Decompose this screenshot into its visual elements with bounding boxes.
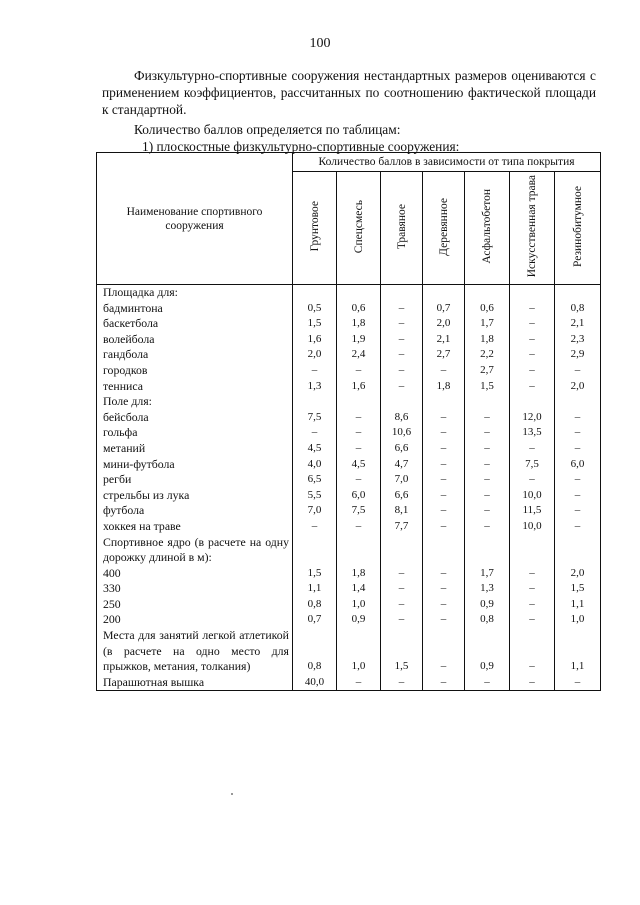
points-value-cell: 8,1	[381, 503, 423, 519]
table-row	[97, 612, 601, 628]
points-value-cell: –	[510, 363, 555, 379]
points-value-cell: 10,0	[510, 488, 555, 504]
points-value-cell	[465, 535, 510, 566]
points-value-cell: –	[423, 566, 465, 582]
points-value-cell: 4,5	[337, 457, 381, 473]
facility-name-header: Наименование спортивного сооружения	[97, 153, 293, 285]
points-value-cell: 10,6	[381, 425, 423, 441]
table-row	[97, 285, 601, 301]
points-value-cell: –	[555, 488, 601, 504]
points-value-cell: 1,6	[293, 332, 337, 348]
points-value-cell: –	[423, 597, 465, 613]
table-row	[97, 363, 601, 379]
points-value-cell: 2,3	[555, 332, 601, 348]
column-header: Травяное	[381, 172, 423, 285]
points-value-cell: –	[423, 675, 465, 691]
paragraph-intro: Физкультурно-спортивные сооружения нестандартных размеров оцениваются с применением коэффициентов, рассчитанных по соотношению фактической площади к стандартной.	[102, 68, 596, 117]
table-row	[97, 425, 601, 441]
points-value-cell	[337, 394, 381, 410]
points-value-cell: –	[555, 675, 601, 691]
table-row	[97, 597, 601, 613]
points-value-cell: 0,9	[337, 612, 381, 628]
facility-name-cell: регби	[97, 472, 293, 488]
points-value-cell: 1,5	[293, 316, 337, 332]
points-value-cell: –	[465, 425, 510, 441]
points-value-cell: 6,6	[381, 441, 423, 457]
table-row	[97, 441, 601, 457]
points-value-cell: 1,8	[337, 566, 381, 582]
points-value-cell: 2,2	[465, 347, 510, 363]
points-value-cell: –	[381, 316, 423, 332]
facility-name-cell: Места для занятий легкой атлетикой (в расчете на одно место для прыжков, метания, толкания)	[97, 628, 293, 675]
points-value-cell: 4,7	[381, 457, 423, 473]
points-value-cell: –	[510, 316, 555, 332]
table-row	[97, 316, 601, 332]
facility-name-cell: Спортивное ядро (в расчете на одну дорожку длиной в м):	[97, 535, 293, 566]
points-value-cell: 8,6	[381, 410, 423, 426]
points-value-cell: –	[465, 472, 510, 488]
table-row	[97, 628, 601, 675]
points-value-cell: –	[423, 441, 465, 457]
points-value-cell: –	[555, 425, 601, 441]
points-value-cell: 6,0	[337, 488, 381, 504]
points-value-cell: 1,3	[465, 581, 510, 597]
table-row	[97, 675, 601, 691]
points-value-cell: 0,8	[293, 628, 337, 675]
points-value-cell: –	[337, 519, 381, 535]
points-value-cell: –	[337, 472, 381, 488]
points-value-cell: 1,6	[337, 379, 381, 395]
facility-name-cell: мини-футбола	[97, 457, 293, 473]
points-value-cell: –	[337, 675, 381, 691]
points-value-cell: 0,7	[293, 612, 337, 628]
points-value-cell: –	[510, 379, 555, 395]
facility-name-cell: 250	[97, 597, 293, 613]
points-value-cell	[381, 535, 423, 566]
column-header: Спецсмесь	[337, 172, 381, 285]
points-value-cell: 1,5	[555, 581, 601, 597]
facility-name-cell: тенниса	[97, 379, 293, 395]
table-row	[97, 535, 601, 566]
points-value-cell: 2,0	[423, 316, 465, 332]
table-row	[97, 410, 601, 426]
table-body	[97, 285, 601, 691]
points-value-cell: –	[465, 503, 510, 519]
points-value-cell: 4,0	[293, 457, 337, 473]
points-value-cell: –	[555, 441, 601, 457]
points-value-cell	[337, 285, 381, 301]
table-row	[97, 301, 601, 317]
points-value-cell: 0,5	[293, 301, 337, 317]
column-header: Грунтовое	[293, 172, 337, 285]
points-value-cell: –	[510, 347, 555, 363]
points-value-cell: 6,0	[555, 457, 601, 473]
facility-name-cell: метаний	[97, 441, 293, 457]
points-value-cell: 10,0	[510, 519, 555, 535]
facility-name-cell: волейбола	[97, 332, 293, 348]
table-row	[97, 519, 601, 535]
points-value-cell: –	[510, 441, 555, 457]
points-value-cell: –	[510, 301, 555, 317]
points-value-cell	[423, 394, 465, 410]
points-value-cell: –	[381, 566, 423, 582]
points-value-cell: –	[381, 347, 423, 363]
table-row	[97, 472, 601, 488]
facility-name-cell: Парашютная вышка	[97, 675, 293, 691]
points-value-cell: –	[465, 488, 510, 504]
facility-name-cell: бадминтона	[97, 301, 293, 317]
points-value-cell: –	[510, 566, 555, 582]
points-value-cell: 1,5	[293, 566, 337, 582]
points-value-cell: –	[423, 488, 465, 504]
points-value-cell: –	[293, 425, 337, 441]
points-value-cell: 1,9	[337, 332, 381, 348]
column-header: Асфальтобетон	[465, 172, 510, 285]
points-value-cell	[555, 394, 601, 410]
points-value-cell: 12,0	[510, 410, 555, 426]
points-table	[96, 152, 601, 691]
points-value-cell	[293, 535, 337, 566]
table-row	[97, 394, 601, 410]
points-value-cell: 1,4	[337, 581, 381, 597]
points-value-cell: 1,7	[465, 566, 510, 582]
facility-name-cell: 330	[97, 581, 293, 597]
points-value-cell	[465, 394, 510, 410]
points-value-cell: 1,8	[423, 379, 465, 395]
points-value-cell: 2,7	[423, 347, 465, 363]
points-value-cell: 0,7	[423, 301, 465, 317]
points-value-cell: –	[555, 363, 601, 379]
points-value-cell: –	[423, 410, 465, 426]
points-value-cell: 1,0	[337, 597, 381, 613]
points-value-cell: –	[465, 457, 510, 473]
points-value-cell: 2,7	[465, 363, 510, 379]
facility-name-cell: городков	[97, 363, 293, 379]
points-value-cell	[555, 285, 601, 301]
table-row	[97, 566, 601, 582]
points-value-cell: 7,5	[337, 503, 381, 519]
points-value-cell: 5,5	[293, 488, 337, 504]
facility-name-cell: 200	[97, 612, 293, 628]
points-value-cell: 1,0	[555, 612, 601, 628]
points-value-cell: –	[381, 363, 423, 379]
points-value-cell: –	[423, 519, 465, 535]
points-value-cell: 2,0	[555, 379, 601, 395]
points-value-cell: 4,5	[293, 441, 337, 457]
points-value-cell: 7,5	[510, 457, 555, 473]
facility-name-cell: 400	[97, 566, 293, 582]
points-value-cell: –	[423, 425, 465, 441]
facility-name-cell: баскетбола	[97, 316, 293, 332]
table-row	[97, 332, 601, 348]
points-value-cell: 1,5	[381, 628, 423, 675]
points-value-cell: 7,7	[381, 519, 423, 535]
points-value-cell: 40,0	[293, 675, 337, 691]
facility-name-cell: бейсбола	[97, 410, 293, 426]
points-value-cell: 1,5	[465, 379, 510, 395]
points-value-cell: 7,5	[293, 410, 337, 426]
points-value-cell: –	[423, 503, 465, 519]
points-value-cell: –	[381, 675, 423, 691]
points-value-cell	[510, 285, 555, 301]
facility-name-cell: гольфа	[97, 425, 293, 441]
points-value-cell: 1,1	[293, 581, 337, 597]
paragraph-tables-note: Количество баллов определяется по таблицам:	[134, 122, 401, 137]
scan-speck	[231, 793, 233, 795]
points-value-cell: –	[555, 519, 601, 535]
column-header: Искусственная трава	[510, 172, 555, 285]
facility-name-cell: футбола	[97, 503, 293, 519]
points-value-cell: –	[423, 472, 465, 488]
facility-name-cell: стрельбы из лука	[97, 488, 293, 504]
points-value-cell: 7,0	[293, 503, 337, 519]
page-number: 100	[309, 36, 331, 51]
table-row	[97, 347, 601, 363]
points-value-cell	[293, 394, 337, 410]
points-value-cell: 1,1	[555, 597, 601, 613]
points-value-cell: 0,8	[555, 301, 601, 317]
points-value-cell: –	[423, 612, 465, 628]
table-row	[97, 457, 601, 473]
points-value-cell: 1,1	[555, 628, 601, 675]
paragraph-list-item-1: 1) плоскостные физкультурно-спортивные сооружения:	[142, 139, 460, 154]
points-value-cell: –	[337, 441, 381, 457]
points-value-cell: –	[465, 675, 510, 691]
points-value-cell: –	[510, 612, 555, 628]
points-value-cell: –	[381, 597, 423, 613]
points-value-cell: 0,8	[293, 597, 337, 613]
points-value-cell: –	[337, 410, 381, 426]
points-value-cell: –	[423, 628, 465, 675]
table-row	[97, 581, 601, 597]
facility-name-cell: Площадка для:	[97, 285, 293, 301]
points-value-cell: –	[510, 332, 555, 348]
facility-name-cell: хоккея на траве	[97, 519, 293, 535]
table-row	[97, 488, 601, 504]
column-header: Деревянное	[423, 172, 465, 285]
coverage-type-group-header: Количество баллов в зависимости от типа покрытия	[293, 153, 601, 172]
points-value-cell: 7,0	[381, 472, 423, 488]
points-value-cell: –	[381, 379, 423, 395]
points-value-cell: –	[510, 675, 555, 691]
points-value-cell	[293, 285, 337, 301]
table-row	[97, 503, 601, 519]
points-value-cell: 0,9	[465, 628, 510, 675]
points-value-cell: 0,6	[337, 301, 381, 317]
points-value-cell: –	[381, 612, 423, 628]
points-value-cell: 2,0	[555, 566, 601, 582]
points-value-cell	[465, 285, 510, 301]
points-value-cell: 13,5	[510, 425, 555, 441]
points-value-cell: 2,9	[555, 347, 601, 363]
points-value-cell: –	[510, 628, 555, 675]
points-value-cell: –	[555, 472, 601, 488]
points-value-cell: 2,1	[555, 316, 601, 332]
points-value-cell: –	[465, 441, 510, 457]
points-value-cell: 2,0	[293, 347, 337, 363]
points-value-cell	[423, 285, 465, 301]
points-value-cell: –	[337, 363, 381, 379]
points-value-cell: 0,9	[465, 597, 510, 613]
points-value-cell: 0,6	[465, 301, 510, 317]
points-value-cell: 2,4	[337, 347, 381, 363]
points-value-cell: –	[555, 503, 601, 519]
facility-name-cell: гандбола	[97, 347, 293, 363]
points-value-cell: –	[510, 597, 555, 613]
table-row	[97, 379, 601, 395]
points-value-cell: –	[423, 457, 465, 473]
points-value-cell: 2,1	[423, 332, 465, 348]
points-value-cell: 6,6	[381, 488, 423, 504]
points-value-cell: 1,7	[465, 316, 510, 332]
points-value-cell	[555, 535, 601, 566]
points-value-cell: –	[510, 472, 555, 488]
points-value-cell: –	[555, 410, 601, 426]
points-value-cell: 11,5	[510, 503, 555, 519]
points-value-cell	[510, 394, 555, 410]
points-value-cell: –	[381, 332, 423, 348]
points-value-cell: 1,8	[337, 316, 381, 332]
points-value-cell: –	[293, 363, 337, 379]
points-value-cell: –	[423, 581, 465, 597]
facility-name-cell: Поле для:	[97, 394, 293, 410]
points-value-cell	[423, 535, 465, 566]
points-value-cell: –	[381, 301, 423, 317]
points-value-cell: –	[423, 363, 465, 379]
points-value-cell: –	[337, 425, 381, 441]
points-value-cell: 1,3	[293, 379, 337, 395]
points-value-cell: 1,8	[465, 332, 510, 348]
points-value-cell: 1,0	[337, 628, 381, 675]
points-value-cell	[381, 285, 423, 301]
points-value-cell: –	[510, 581, 555, 597]
points-value-cell	[510, 535, 555, 566]
points-value-cell	[337, 535, 381, 566]
column-header: Резинобитумное	[555, 172, 601, 285]
points-value-cell	[381, 394, 423, 410]
points-value-cell: 0,8	[465, 612, 510, 628]
points-value-cell: –	[381, 581, 423, 597]
points-value-cell: –	[293, 519, 337, 535]
points-value-cell: –	[465, 519, 510, 535]
points-value-cell: 6,5	[293, 472, 337, 488]
points-value-cell: –	[465, 410, 510, 426]
